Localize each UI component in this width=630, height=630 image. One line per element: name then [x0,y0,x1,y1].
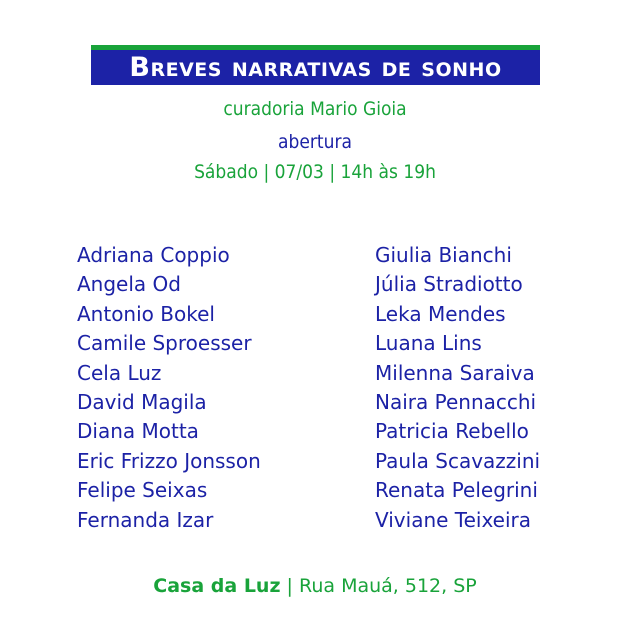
title-banner [91,45,540,85]
artist-name: Giulia Bianchi [375,243,512,267]
artist-name: Felipe Seixas [77,478,208,503]
artist-name: Cela Luz [77,360,162,385]
opening-label: abertura [278,131,352,153]
artist-name: Antonio Bokel [77,301,215,326]
artist-list-right [375,241,540,535]
curator-line: curadoria Mario Gioia [223,98,407,120]
artist-list-left [77,241,261,535]
artist-name: Camile Sproesser [77,331,252,356]
venue-footer [0,575,630,597]
exhibition-title: Breves narrativas de sonho [129,52,502,83]
artist-name: Adriana Coppio [77,243,230,267]
artist-name: Patricia Rebello [375,419,529,444]
venue-name: Casa da Luz [153,575,281,597]
artist-name: Luana Lins [375,331,482,356]
artist-name: Naira Pennacchi [375,389,537,414]
artist-name: Júlia Stradiotto [375,272,523,297]
artist-name: Fernanda Izar [77,507,214,532]
artist-name: Angela Od [77,272,181,297]
opening-datetime: Sábado | 07/03 | 14h às 19h [194,161,436,183]
artist-name: Eric Frizzo Jonsson [77,448,261,473]
artist-name: Renata Pelegrini [375,478,538,503]
artist-name: Diana Motta [77,419,199,444]
venue-address: | Rua Mauá, 512, SP [280,575,477,597]
artist-name: David Magila [77,389,207,414]
artist-name: Leka Mendes [375,301,506,326]
artist-name: Viviane Teixeira [375,507,532,532]
artist-name: Paula Scavazzini [375,448,541,473]
artist-name: Milenna Saraiva [375,360,535,385]
